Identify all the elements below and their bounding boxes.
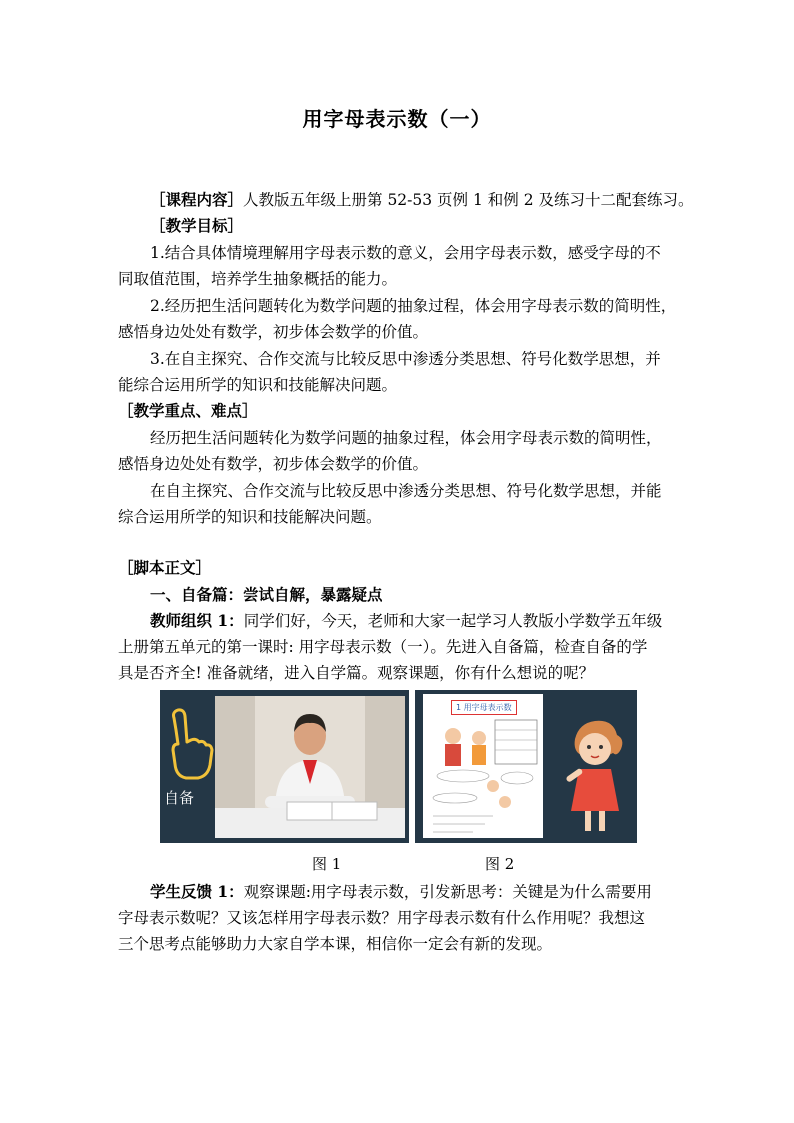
- script-label: ［脚本正文］: [118, 558, 212, 577]
- teacher-line: [150, 609, 710, 633]
- course-content: [150, 188, 710, 212]
- goal-line: 能综合运用所学的知识和技能解决问题。: [118, 376, 398, 394]
- figure-1: [160, 690, 409, 843]
- figure-2-caption: 图 2: [485, 855, 515, 873]
- key-points-label: ［教学重点、难点］: [118, 401, 258, 420]
- student-line: 字母表示数呢？又该怎样用字母表示数？用字母表示数有什么作用呢？我想这: [118, 909, 646, 927]
- page-title: 用字母表示数（一）: [302, 107, 492, 131]
- teacher-label: 教师组织 1：: [150, 611, 244, 630]
- course-content-text: 人教版五年级上册第 52-53 页例 1 和例 2 及练习十二配套练习。: [243, 191, 694, 209]
- goal-line: 3.在自主探究、合作交流与比较反思中渗透分类思想、符号化数学思想，并: [150, 350, 661, 368]
- teacher-line: 上册第五单元的第一课时: 用字母表示数（一）。先进入自备篇，检查自备的学: [118, 638, 648, 656]
- textbook-illustration: [423, 694, 543, 838]
- figure-1-caption: 图 1: [312, 855, 342, 873]
- key-point-line: 经历把生活问题转化为数学问题的抽象过程，体会用字母表示数的简明性，: [150, 429, 662, 447]
- book-title: 1 用字母表示数: [451, 700, 517, 715]
- course-content-label: ［课程内容］: [150, 190, 244, 209]
- figure-2: [415, 690, 637, 843]
- teacher-line: 具是否齐全! 准备就绪，进入自学篇。观察课题，你有什么想说的呢？: [118, 664, 595, 682]
- key-point-line: 感悟身边处处有数学，初步体会数学的价值。: [118, 455, 429, 473]
- student-line: [150, 880, 710, 904]
- figure-1-label: 自备: [164, 789, 195, 807]
- student-line: 三个思考点能够助力大家自学本课，相信你一定会有新的发现。: [118, 935, 553, 953]
- teaching-goals-label: ［教学目标］: [150, 216, 244, 235]
- cartoon-girl-icon: [555, 715, 635, 835]
- goal-line: 同取值范围，培养学生抽象概括的能力。: [118, 270, 398, 288]
- student-photo: [215, 696, 405, 838]
- goal-line: 1.结合具体情境理解用字母表示数的意义，会用字母表示数，感受字母的不: [150, 244, 661, 262]
- goal-line: 2.经历把生活问题转化为数学问题的抽象过程，体会用字母表示数的简明性，: [150, 297, 677, 315]
- section-heading: 一、自备篇：尝试自解，暴露疑点: [150, 585, 383, 604]
- textbook-page: [423, 694, 543, 838]
- key-point-line: 综合运用所学的知识和技能解决问题。: [118, 508, 382, 526]
- student-text: 观察课题:用字母表示数，引发新思考：关键是为什么需要用: [243, 883, 652, 901]
- key-point-line: 在自主探究、合作交流与比较反思中渗透分类思想、符号化数学思想，并能: [150, 482, 662, 500]
- student-label: 学生反馈 1：: [150, 882, 244, 901]
- student-photo-drawing: [215, 696, 405, 838]
- goal-line: 感悟身边处处有数学，初步体会数学的价值。: [118, 323, 429, 341]
- teacher-text: 同学们好，今天，老师和大家一起学习人教版小学数学五年级: [243, 612, 663, 630]
